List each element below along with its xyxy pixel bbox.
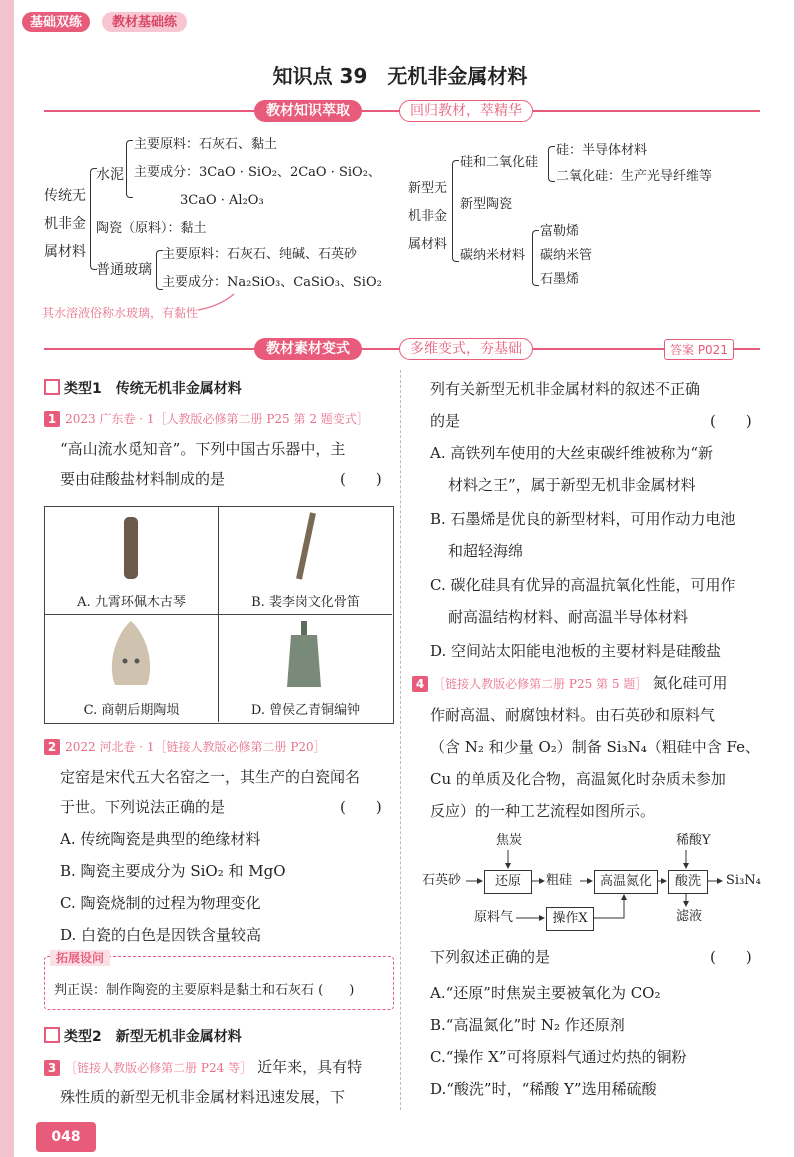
- process-flow-diagram: [420, 832, 780, 932]
- flow-filtrate: 滤液: [676, 909, 703, 924]
- type-heading-1: 类型1 传统无机非金属材料: [44, 378, 242, 398]
- header-tag-textbook: 教材基础练: [102, 12, 187, 32]
- si-item: 硅：半导体材料: [556, 143, 648, 158]
- q4-option-d[interactable]: D.“酸洗”时，“稀酸 Y”选用稀硫酸: [430, 1080, 657, 1098]
- extension-text: 判正误：制作陶瓷的主要原料是黏土和石灰石 ( ): [54, 983, 355, 998]
- cement-raw: 主要原料：石灰石、黏土: [134, 137, 278, 152]
- flow-box-op-x: 操作X: [546, 907, 594, 931]
- q3-option-b[interactable]: B. 石墨烯是优良的新型材料，可用作动力电池 和超轻海绵: [430, 510, 736, 560]
- q1-answer-bracket: ( ): [340, 470, 382, 488]
- brace: [548, 146, 555, 182]
- pottery-xun-image: [45, 615, 218, 695]
- q2-option-d[interactable]: D. 白瓷的白色是因铁含量较高: [60, 926, 262, 944]
- flow-acid-y: 稀酸Y: [676, 833, 711, 848]
- q2-answer-bracket: ( ): [340, 798, 382, 816]
- q3-option-c[interactable]: C. 碳化硅具有优异的高温抗氧化性能，可用作 耐高温结构材料、耐高温半导体材料: [430, 576, 736, 626]
- q1-stem-line1: “高山流水觅知音”。下列中国古乐器中，主: [60, 440, 346, 458]
- q2-stem-line1: 定窑是宋代五大名窑之一，其生产的白瓷闻名: [60, 768, 361, 786]
- right-margin-strip: [794, 0, 800, 1157]
- section-banner-2: [44, 338, 760, 360]
- new-ceramic-label: 新型陶瓷: [460, 197, 513, 212]
- option-cell-c[interactable]: C. 商朝后期陶埙: [45, 615, 219, 722]
- cement-comp: 主要成分：3CaO · SiO₂、2CaO · SiO₂、: [134, 165, 381, 180]
- tree-right-root: 新型无 机非金 属材料: [408, 181, 448, 252]
- column-divider: [400, 370, 402, 1110]
- q3-option-d[interactable]: D. 空间站太阳能电池板的主要材料是硅酸盐: [430, 642, 722, 660]
- glass-raw: 主要原料：石灰石、纯碱、石英砂: [162, 247, 358, 262]
- q4-line: 作耐高温、耐腐蚀材料。由石英砂和原料气: [430, 706, 716, 724]
- brace: [452, 160, 459, 262]
- bronze-bell-image: [219, 615, 392, 695]
- flow-gas: 原料气: [474, 910, 514, 925]
- page-title: 知识点 39 无机非金属材料: [272, 64, 528, 88]
- flow-box-reduce: 还原: [484, 870, 532, 894]
- q3-stem-line3: 列有关新型无机非金属材料的叙述不正确: [430, 380, 701, 398]
- q2-source: 2 2022 河北卷 · 1［链接人教版必修第二册 P20］: [44, 736, 326, 755]
- q4-line: Cu 的单质及化合物，高温氮化时杂质未参加: [430, 770, 726, 788]
- flow-box-wash: 酸洗: [668, 870, 708, 894]
- si-group-label: 硅和二氧化硅: [460, 155, 539, 170]
- q4-answer-bracket: ( ): [710, 948, 752, 966]
- flow-box-nitride: 高温氮化: [594, 870, 658, 894]
- carbon-item: 碳纳米管: [540, 248, 593, 263]
- carbon-label: 碳纳米材料: [460, 248, 526, 263]
- extension-tag: 拓展设问: [50, 950, 110, 966]
- carbon-item: 富勒烯: [540, 224, 580, 239]
- cement-comp-2: 3CaO · Al₂O₃: [180, 193, 264, 208]
- tree-left-root: 传统无 机非金 属材料: [44, 188, 86, 260]
- ceramic-label: 陶瓷（原料）：黏土: [96, 221, 207, 236]
- type-icon: [44, 1027, 60, 1043]
- q1-source: 1 2023 广东卷 · 1［人教版必修第二册 P25 第 2 题变式］: [44, 408, 369, 427]
- q3-source: 3 ［链接人教版必修第二册 P24 等］ 近年来，具有特: [44, 1056, 394, 1078]
- q2-option-b[interactable]: B. 陶瓷主要成分为 SiO₂ 和 MgO: [60, 862, 286, 880]
- flow-quartz: 石英砂: [422, 873, 462, 888]
- carbon-item: 石墨烯: [540, 272, 580, 287]
- q3-answer-bracket: ( ): [710, 412, 752, 430]
- flow-coke: 焦炭: [496, 833, 523, 848]
- cement-label: 水泥: [96, 167, 124, 183]
- q4-option-c[interactable]: C.“操作 X”可将原料气通过灼热的铜粉: [430, 1048, 687, 1066]
- section-banner-1: [44, 100, 760, 122]
- q2-option-a[interactable]: A. 传统陶瓷是典型的绝缘材料: [60, 830, 261, 848]
- section-pill: 教材素材变式: [254, 338, 362, 360]
- type-heading-2: 类型2 新型无机非金属材料: [44, 1026, 242, 1046]
- section-subtitle: 多维变式，夯基础: [399, 338, 533, 360]
- glass-comp: 主要成分：Na₂SiO₃、CaSiO₃、SiO₂: [162, 275, 382, 290]
- q4-ask: 下列叙述正确的是: [430, 948, 551, 966]
- brace: [126, 140, 133, 198]
- q2-option-c[interactable]: C. 陶瓷烧制的过程为物理变化: [60, 894, 261, 912]
- guqin-image: [45, 507, 218, 587]
- brace: [532, 230, 539, 286]
- flow-product: Si₃N₄: [726, 873, 761, 888]
- answer-reference: 答案 P021: [664, 339, 734, 360]
- q1-image-table: [44, 506, 394, 724]
- section-subtitle: 回归教材，萃精华: [399, 100, 533, 122]
- flow-crude-si: 粗硅: [546, 873, 573, 888]
- q1-stem-line2: 要由硅酸盐材料制成的是: [60, 470, 226, 488]
- q4-line: （含 N₂ 和少量 O₂）制备 Si₃N₄（粗硅中含 Fe、: [430, 738, 760, 756]
- q3-stem-line4: 的是: [430, 412, 461, 430]
- q4-option-b[interactable]: B.“高温氮化”时 N₂ 作还原剂: [430, 1016, 625, 1034]
- q3-stem-line2: 殊性质的新型无机非金属材料迅速发展，下: [60, 1088, 346, 1106]
- option-cell-d[interactable]: D. 曾侯乙青铜编钟: [219, 615, 392, 722]
- q4-option-a[interactable]: A.“还原”时焦炭主要被氧化为 CO₂: [430, 984, 661, 1002]
- left-margin-strip: [0, 0, 14, 1157]
- note-arrow: [190, 290, 250, 314]
- q3-option-a[interactable]: A. 高铁列车使用的大丝束碳纤维被称为“新 材料之王”，属于新型无机非金属材料: [430, 444, 714, 494]
- type-icon: [44, 379, 60, 395]
- glass-label: 普通玻璃: [96, 262, 152, 278]
- option-cell-a[interactable]: A. 九霄环佩木古琴: [45, 507, 219, 615]
- bone-flute-image: [219, 507, 392, 587]
- q4-line: 反应）的一种工艺流程如图所示。: [430, 802, 656, 820]
- option-cell-b[interactable]: B. 裴李岗文化骨笛: [219, 507, 392, 615]
- q4-source: 4 ［链接人教版必修第二册 P25 第 5 题］ 氮化硅可用: [412, 672, 782, 694]
- sio2-item: 二氧化硅：生产光导纤维等: [556, 169, 713, 184]
- q2-stem-line2: 于世。下列说法正确的是: [60, 798, 226, 816]
- header-tag-basic: 基础双练: [22, 12, 90, 32]
- section-pill: 教材知识萃取: [254, 100, 362, 122]
- handwritten-note: 其水溶液俗称水玻璃，有黏性: [42, 306, 199, 320]
- page-number: 048: [36, 1122, 96, 1152]
